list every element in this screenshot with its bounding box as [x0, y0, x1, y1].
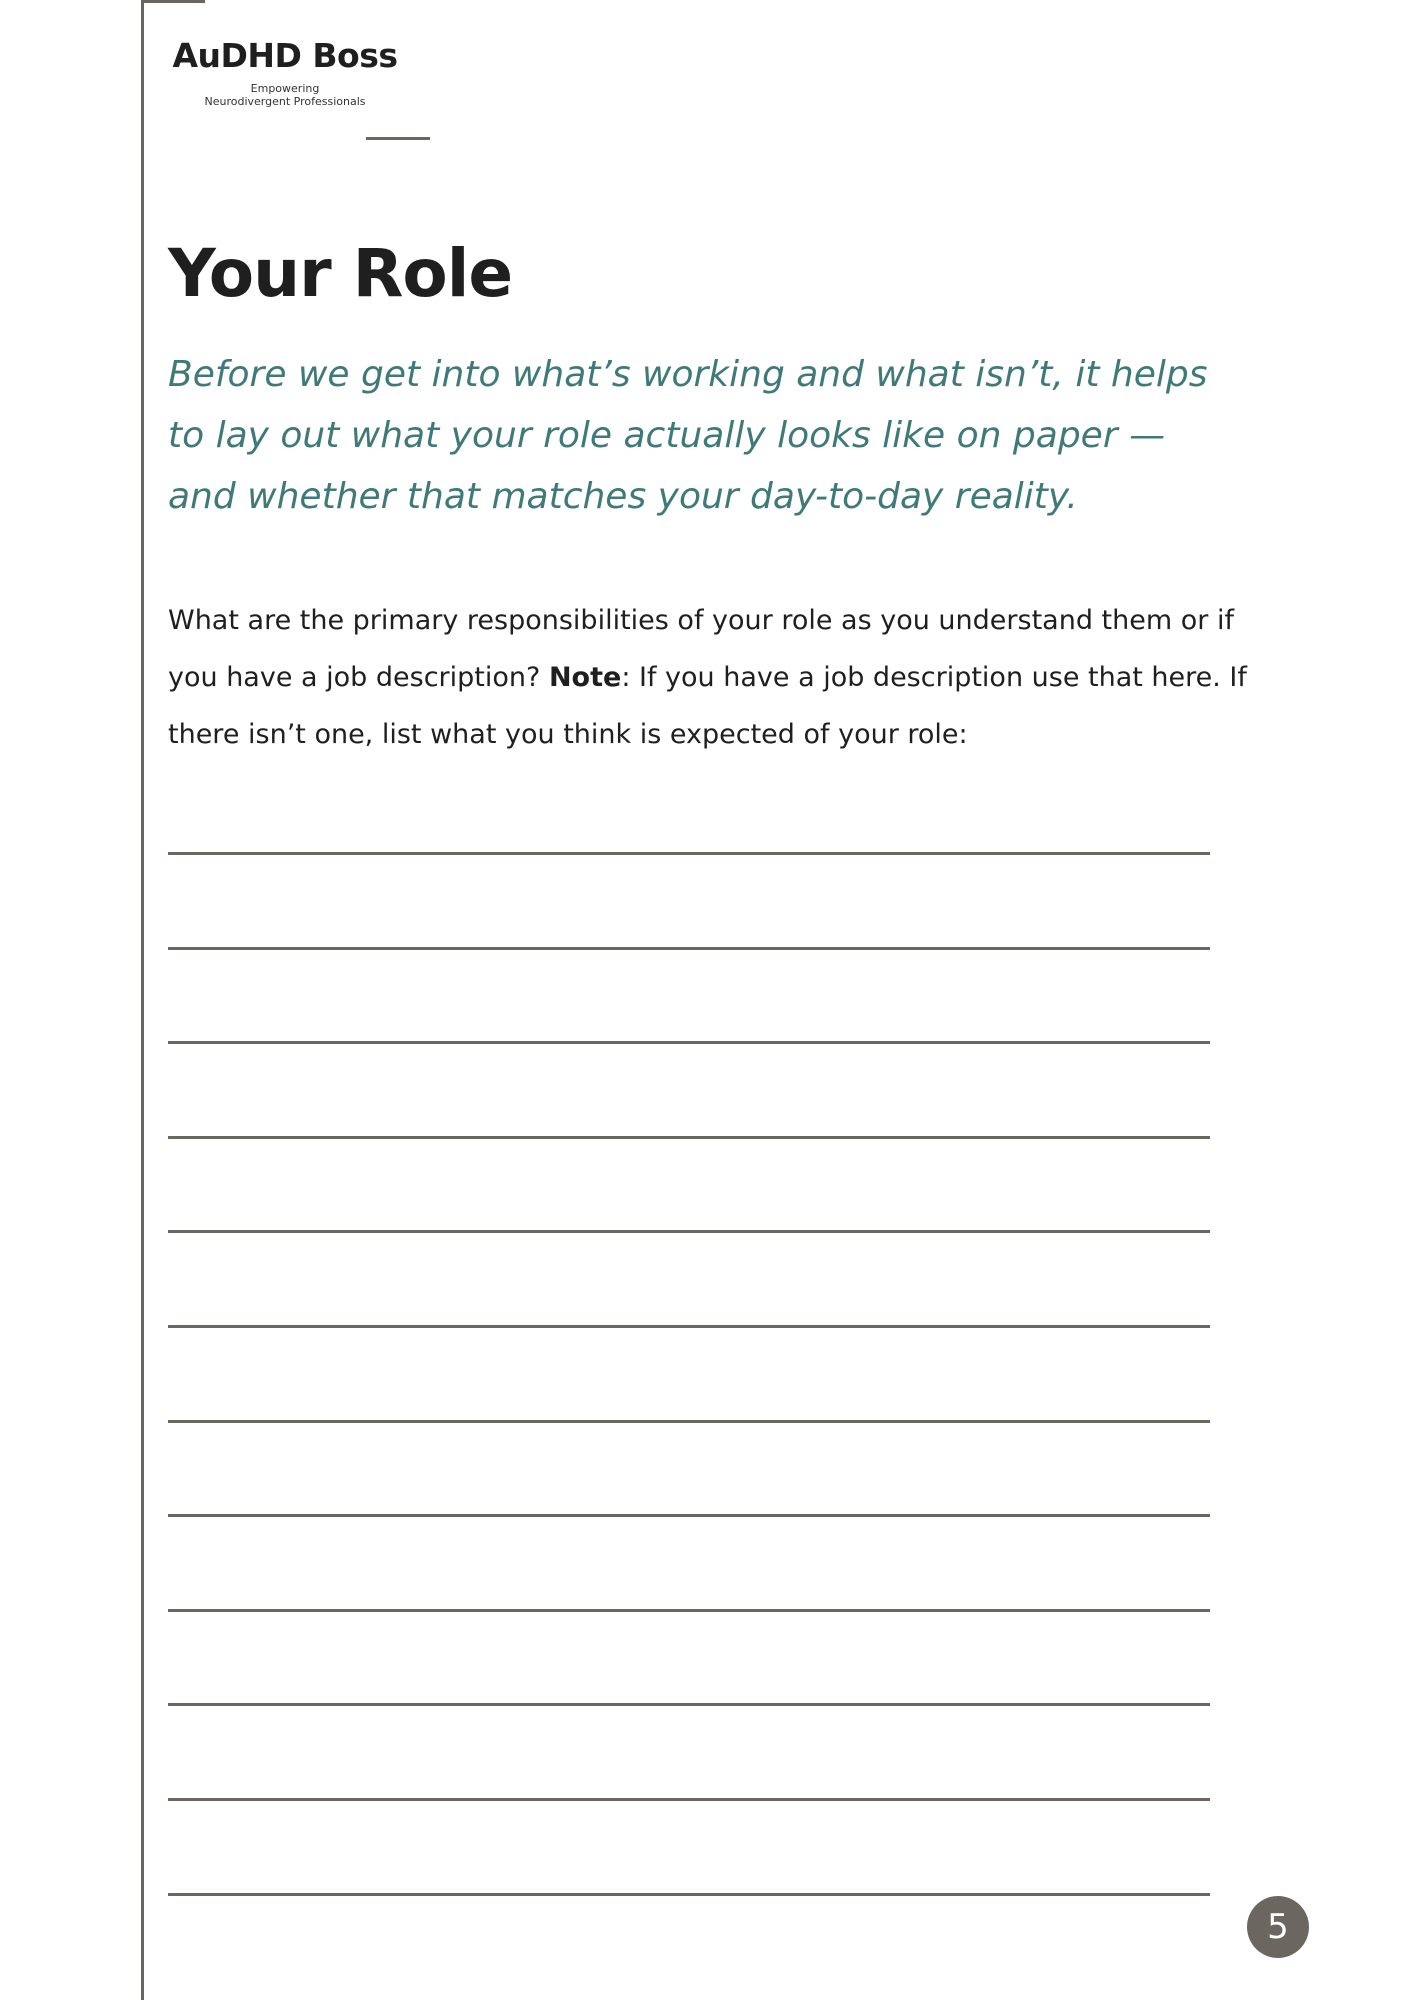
- writing-line: [168, 1136, 1210, 1139]
- writing-line: [168, 947, 1210, 950]
- brand-divider: [366, 137, 430, 140]
- page-margin-rule: [141, 0, 144, 2000]
- lead-paragraph: Before we get into what’s working and what isn’t, it helps to lay out what your role actually looks like on paper — and whether that matches your day-to-day reality.: [168, 354, 1208, 517]
- prompt-question: What are the primary responsibilities of your role as you understand them or if you have a job description?: [168, 605, 1234, 693]
- note-text: : If you have a job description use that here. If there isn’t one, list what you think is expected of your role:: [168, 662, 1247, 750]
- writing-line: [168, 1230, 1210, 1233]
- margin-top-tick: [141, 0, 205, 3]
- writing-line: [168, 1893, 1210, 1896]
- brand-name: AuDHD Boss: [172, 36, 398, 75]
- brand-logo: [150, 34, 420, 108]
- brand-tagline: [150, 82, 420, 108]
- writing-line: [168, 852, 1210, 855]
- writing-line: [168, 1798, 1210, 1801]
- writing-line: [168, 1514, 1210, 1517]
- writing-line: [168, 1325, 1210, 1328]
- brand-tagline-line2: Neurodivergent Professionals: [204, 95, 366, 108]
- page-title: Your Role: [168, 235, 513, 312]
- page-number-badge: 5: [1247, 1896, 1309, 1958]
- writing-line: [168, 1420, 1210, 1423]
- brand-tagline-line1: Empowering: [250, 82, 320, 95]
- writing-line: [168, 1041, 1210, 1044]
- prompt-paragraph: [168, 592, 1248, 763]
- writing-line: [168, 1609, 1210, 1612]
- note-label: Note: [548, 662, 622, 693]
- writing-line: [168, 1703, 1210, 1706]
